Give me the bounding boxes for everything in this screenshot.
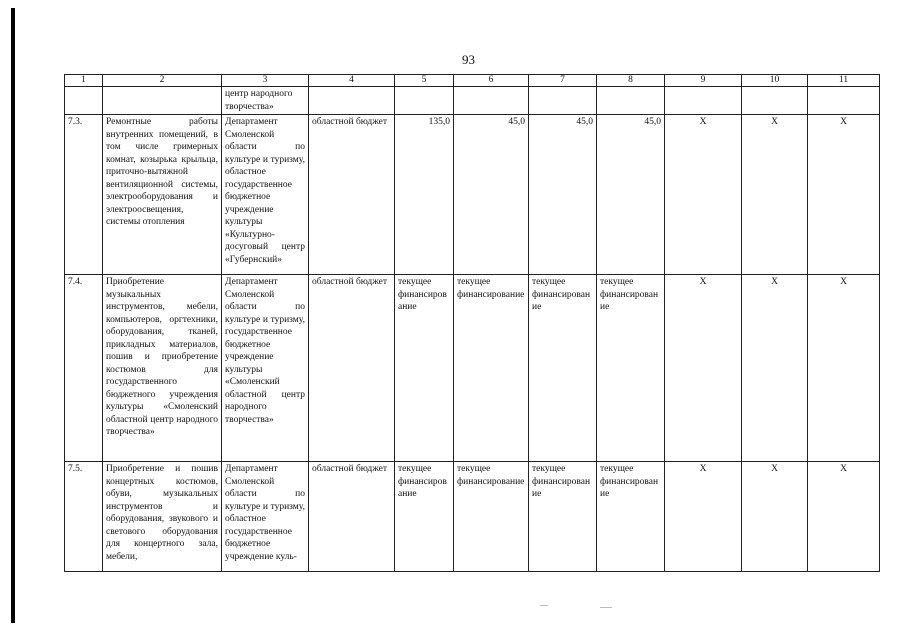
table-row bbox=[65, 87, 880, 115]
year1-amount bbox=[454, 87, 529, 115]
col9-mark: X bbox=[665, 115, 742, 275]
row-number bbox=[65, 87, 103, 115]
total-amount: 135,0 bbox=[395, 115, 454, 275]
year1-amount: 45,0 bbox=[454, 115, 529, 275]
funding-source: областной бюджет bbox=[309, 115, 395, 275]
budget-table bbox=[64, 74, 880, 572]
row-number: 7.5. bbox=[65, 462, 103, 572]
table-header-row bbox=[65, 75, 880, 87]
executor-cell: центр народного творчества» bbox=[222, 87, 309, 115]
column-header: 1 bbox=[65, 75, 103, 87]
measure-description: Приобретение музыкальных инструментов, мебели, компьютеров, оргтехники, оборудования, тканей, прикладных материалов, пошив и приобретение костюмов для государственного бюджетного учреждения культуры «Смоленский областной центр народного творчества» bbox=[103, 275, 222, 462]
funding-source bbox=[309, 87, 395, 115]
total-amount: текущее финансирование bbox=[395, 275, 454, 462]
table-row bbox=[65, 275, 880, 462]
col10-mark bbox=[742, 87, 808, 115]
col9-mark bbox=[665, 87, 742, 115]
column-header: 5 bbox=[395, 75, 454, 87]
row-number: 7.4. bbox=[65, 275, 103, 462]
column-header: 10 bbox=[742, 75, 808, 87]
col11-mark: X bbox=[808, 462, 880, 572]
year3-amount: 45,0 bbox=[597, 115, 665, 275]
col9-mark: X bbox=[665, 462, 742, 572]
year3-amount bbox=[597, 87, 665, 115]
column-header: 6 bbox=[454, 75, 529, 87]
year2-amount: 45,0 bbox=[529, 115, 597, 275]
col10-mark: X bbox=[742, 115, 808, 275]
binding-edge bbox=[11, 8, 15, 623]
page-number: 93 bbox=[462, 52, 475, 67]
col11-mark bbox=[808, 87, 880, 115]
col10-mark: X bbox=[742, 275, 808, 462]
column-header: 2 bbox=[103, 75, 222, 87]
column-header: 3 bbox=[222, 75, 309, 87]
year2-amount: текущее финансирование bbox=[529, 462, 597, 572]
year1-amount: текущее финансирование bbox=[454, 462, 529, 572]
column-header: 9 bbox=[665, 75, 742, 87]
total-amount bbox=[395, 87, 454, 115]
scan-artifact bbox=[600, 607, 612, 608]
year1-amount: текущее финансирование bbox=[454, 275, 529, 462]
column-header: 7 bbox=[529, 75, 597, 87]
measure-description: Приобретение и пошив концертных костюмов, обуви, музыкальных инструментов и оборудования, звукового и светового оборудования для концертного зала, мебели, bbox=[103, 462, 222, 572]
executor-cell: Департамент Смоленской области по культуре и туризму, областное государственное бюджетное учреждение куль- bbox=[222, 462, 309, 572]
column-header: 4 bbox=[309, 75, 395, 87]
row-number: 7.3. bbox=[65, 115, 103, 275]
col10-mark: X bbox=[742, 462, 808, 572]
year3-amount: текущее финансирование bbox=[597, 275, 665, 462]
funding-source: областной бюджет bbox=[309, 275, 395, 462]
col11-mark: X bbox=[808, 115, 880, 275]
col11-mark: X bbox=[808, 275, 880, 462]
funding-source: областной бюджет bbox=[309, 462, 395, 572]
total-amount: текущее финансирование bbox=[395, 462, 454, 572]
year3-amount: текущее финансирование bbox=[597, 462, 665, 572]
col9-mark: X bbox=[665, 275, 742, 462]
table-row bbox=[65, 115, 880, 275]
executor-cell: Департамент Смоленской области по культуре и туризму, государственное бюджетное учреждение культуры «Смоленский областной центр народного творчества» bbox=[222, 275, 309, 462]
year2-amount: текущее финансирование bbox=[529, 275, 597, 462]
measure-description: Ремонтные работы внутренних помещений, в том числе гримерных комнат, козырька крыльца, приточно-вытяжной вентиляционной системы, электрооборудования и электроосвещения, системы отопления bbox=[103, 115, 222, 275]
scan-artifact bbox=[540, 605, 548, 606]
measure-description bbox=[103, 87, 222, 115]
executor-cell: Департамент Смоленской области по культуре и туризму, областное государственное бюджетное учреждение культуры «Культурно-досуговый центр «Губернский» bbox=[222, 115, 309, 275]
column-header: 11 bbox=[808, 75, 880, 87]
year2-amount bbox=[529, 87, 597, 115]
column-header: 8 bbox=[597, 75, 665, 87]
table-row bbox=[65, 462, 880, 572]
